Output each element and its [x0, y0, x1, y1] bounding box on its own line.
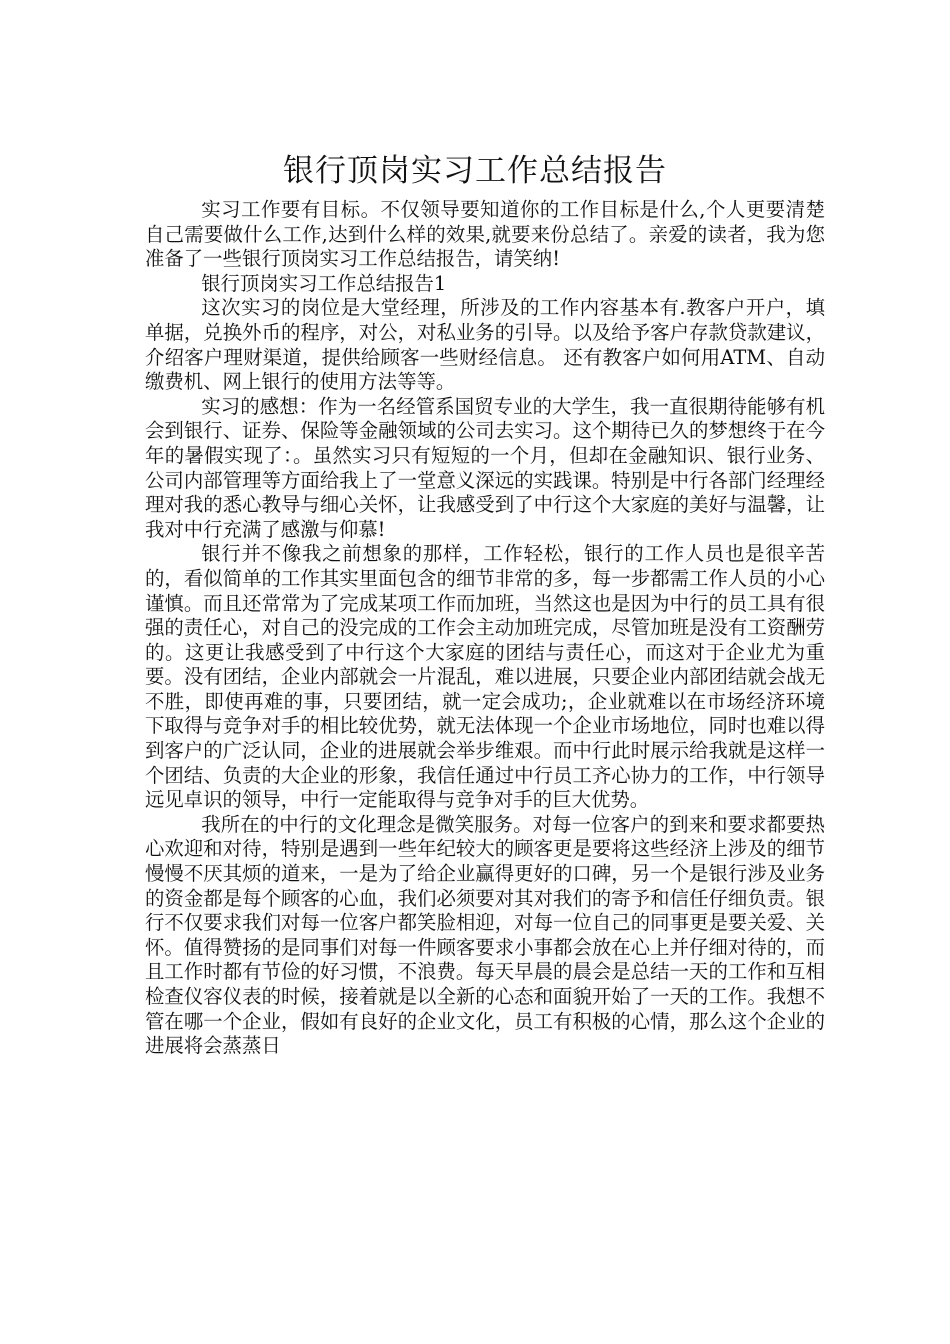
section-heading: 银行顶岗实习工作总结报告1 [201, 271, 447, 295]
body-paragraph: 这次实习的岗位是大堂经理，所涉及的工作内容基本有.教客户开户，填单据，兑换外币的程序，对公，对私业务的引导。以及给予客户存款贷款建议，介绍客户理财渠道，提供给顾客一些财经信息。 还有教客户如何用ATM、自动缴费机、网上银行的使用方法等等。 [145, 296, 825, 394]
intro-paragraph: 实习工作要有目标。不仅领导要知道你的工作目标是什么,个人更要清楚自己需要做什么工作,达到什么样的效果,就要来份总结了。亲爱的读者，我为您准备了一些银行顶岗实习工作总结报告，请笑纳! [145, 198, 825, 271]
body-paragraph: 银行并不像我之前想象的那样，工作轻松，银行的工作人员也是很辛苦的，看似简单的工作其实里面包含的细节非常的多，每一步都需工作人员的小心谨慎。而且还常常为了完成某项工作而加班，当然这也是因为中行的员工具有很强的责任心，对自己的没完成的工作会主动加班完成，尽管加班是没有工资酬劳的。这更让我感受到了中行这个大家庭的团结与责任心，而这对于企业尤为重要。没有团结，企业内部就会一片混乱，难以进展，只要企业内部团结就会战无不胜，即使再难的事，只要团结，就一定会成功;，企业就难以在市场经济环境下取得与竞争对手的相比较优势，就无法体现一个企业市场地位，同时也难以得到客户的广泛认同，企业的进展就会举步维艰。而中行此时展示给我就是这样一个团结、负责的大企业的形象，我信任通过中行员工齐心协力的工作，中行领导远见卓识的领导，中行一定能取得与竞争对手的巨大优势。 [145, 542, 825, 812]
body-paragraph: 我所在的中行的文化理念是微笑服务。对每一位客户的到来和要求都要热心欢迎和对待，特别是遇到一些年纪较大的顾客更是要将这些经济上涉及的细节慢慢不厌其烦的道来，一是为了给企业赢得更好的口碑，另一个是银行涉及业务的资金都是每个顾客的心血，我们必须要对其对我们的寄予和信任仔细负责。银行不仅要求我们对每一位客户都笑脸相迎，对每一位自己的同事更是要关爱、关怀。值得赞扬的是同事们对每一件顾客要求小事都会放在心上并仔细对待的，而且工作时都有节俭的好习惯，不浪费。每天早晨的晨会是总结一天的工作和互相检查仪容仪表的时候，接着就是以全新的心态和面貌开始了一天的工作。我想不管在哪一个企业，假如有良好的企业文化，员工有积极的心情，那么这个企业的进展将会蒸蒸日 [145, 812, 825, 1058]
body-paragraph: 实习的感想：作为一名经管系国贸专业的大学生，我一直很期待能够有机会到银行、证券、保险等金融领域的公司去实习。这个期待已久的梦想终于在今年的暑假实现了：。虽然实习只有短短的一个月，但却在金融知识、银行业务、公司内部管理等方面给我上了一堂意义深远的实践课。特别是中行各部门经理经理对我的悉心教导与细心关怀，让我感受到了中行这个大家庭的美好与温馨，让我对中行充满了感激与仰慕! [145, 394, 825, 541]
document-body [145, 198, 825, 1059]
document-title: 银行顶岗实习工作总结报告 [283, 152, 667, 189]
